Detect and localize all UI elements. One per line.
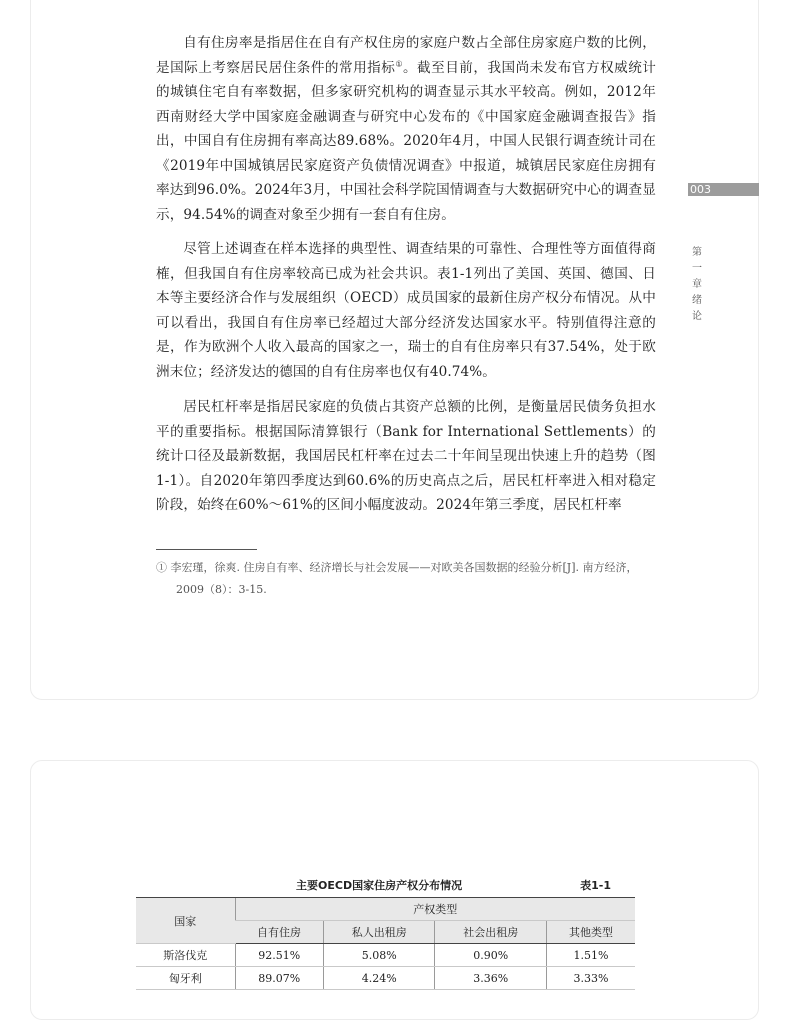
footnote-reference[interactable]: ① <box>395 58 403 68</box>
table-row <box>136 967 635 990</box>
table-cell: 3.36% <box>435 967 546 990</box>
paragraph-text: 自有住房率是指居住在自有产权住房的家庭户数占全部住房家庭户数的比例，是国际上考察居民居住条件的常用指标 <box>156 35 656 76</box>
table-cell: 1.51% <box>546 944 635 967</box>
chapter-label: 第一章 绪 论 <box>692 247 702 322</box>
table-title: 主要OECD国家住房产权分布情况 <box>296 879 463 892</box>
paragraph-home-ownership <box>156 31 656 227</box>
footnote-divider <box>156 549 257 550</box>
table-cell: 92.51% <box>235 944 324 967</box>
table-caption <box>136 875 611 893</box>
paragraph-household-leverage: 居民杠杆率是指居民家庭的负债占其资产总额的比例，是衡量居民债务负担水平的重要指标。根据国际清算银行（Bank for International Settlements）的统计口径及最新数据，我国居民杠杆率在过去二十年间呈现出快速上升的趋势（图1-1）。自2020年第四季度达到60.6%的历史高点之后，居民杠杆率进入相对稳定阶段，始终在60%～61%的区间小幅度波动。2024年第三季度，居民杠杆率 <box>156 399 656 513</box>
page-number: 003 <box>688 183 759 196</box>
country-cell: 斯洛伐克 <box>136 944 235 967</box>
country-cell: 匈牙利 <box>136 967 235 990</box>
header-country: 国家 <box>136 898 235 944</box>
table-cell: 89.07% <box>235 967 324 990</box>
footnote: ① 李宏瑾，徐爽. 住房自有率、经济增长与社会发展——对欧美各国数据的经验分析[J]. 南方经济，2009（8）：3-15. <box>156 561 638 596</box>
paragraph-text: 。截至目前，我国尚未发布官方权威统计的城镇住宅自有率数据，但多家研究机构的调查显示其水平较高。例如，2012年西南财经大学中国家庭金融调查与研究中心发布的《中国家庭金融调查报告》指出，中国自有住房拥有率高达89.68%。2020年4月，中国人民银行调查统计司在《2019年中国城镇居民家庭资产负债情况调查》中报道，城镇居民家庭住房拥有率达到96.0%。2024年3月，中国社会科学院国情调查与大数据研究中心的调查显示，94.54%的调查对象至少拥有一套自有住房。 <box>156 59 656 223</box>
column-header: 其他类型 <box>546 921 635 944</box>
header-ownership-type: 产权类型 <box>235 898 635 921</box>
table-cell: 4.24% <box>324 967 435 990</box>
column-header: 社会出租房 <box>435 921 546 944</box>
page-004 <box>30 760 759 1020</box>
page-003 <box>30 0 759 700</box>
ownership-table <box>136 897 635 990</box>
paragraph-oecd-comparison: 尽管上述调查在样本选择的典型性、调查结果的可靠性、合理性等方面值得商榷，但我国自有住房率较高已成为社会共识。表1-1列出了美国、英国、德国、日本等主要经济合作与发展组织（OECD）成员国家的最新住房产权分布情况。从中可以看出，我国自有住房率已经超过大部分经济发达国家水平。特别值得注意的是，作为欧洲个人收入最高的国家之一，瑞士的自有住房率只有37.54%，处于欧洲末位；经济发达的德国的自有住房率也仅有40.74%。 <box>156 241 656 380</box>
column-header: 自有住房 <box>235 921 324 944</box>
table-cell: 5.08% <box>324 944 435 967</box>
table-number: 表1-1 <box>580 879 611 892</box>
table-cell: 3.33% <box>546 967 635 990</box>
table-row <box>136 944 635 967</box>
table-cell: 0.90% <box>435 944 546 967</box>
column-header: 私人出租房 <box>324 921 435 944</box>
